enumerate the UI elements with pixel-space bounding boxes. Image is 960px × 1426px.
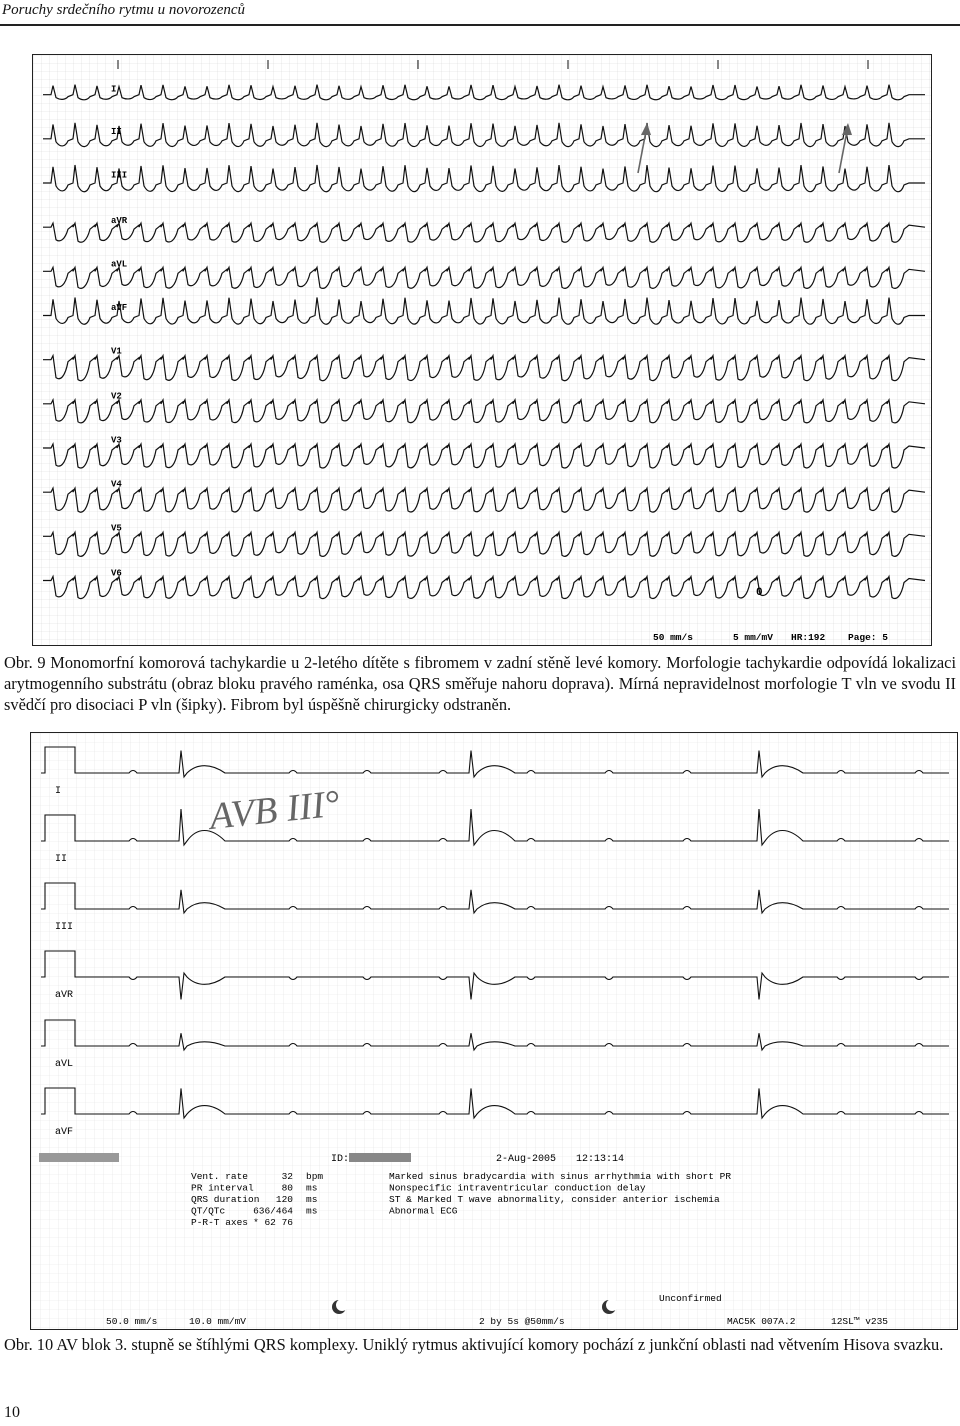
- lead-label-i: I: [111, 84, 117, 95]
- measure-label: PR interval: [191, 1182, 254, 1194]
- interpretation-line: ST & Marked T wave abnormality, consider anterior ischemia: [389, 1194, 720, 1205]
- lead-label-avf: aVF: [55, 1127, 74, 1138]
- footer-config: 12SL™ v235: [831, 1316, 889, 1327]
- ecg-tachycardia-chart: [33, 55, 931, 645]
- lead-label-avf: aVF: [111, 303, 128, 314]
- footer-speed: 50.0 mm/s: [106, 1316, 158, 1327]
- measure-label: Vent. rate: [191, 1171, 249, 1182]
- page-number: 10: [4, 1404, 20, 1421]
- footer-gain: 10.0 mm/mV: [189, 1316, 247, 1327]
- measure-value: 120: [275, 1194, 293, 1205]
- interpretation-line: Abnormal ECG: [389, 1205, 458, 1217]
- lead-label-v4: V4: [111, 479, 122, 490]
- ecg-av-block-chart: [31, 733, 957, 1329]
- footer-gain: 5 mm/mV: [733, 632, 773, 643]
- measure-value: 636/464: [253, 1205, 293, 1217]
- lead-label-v2: V2: [111, 391, 122, 402]
- footer-hr: HR:192: [791, 632, 826, 643]
- lead-label-ii: II: [55, 854, 68, 865]
- footer-speed: 50 mm/s: [653, 632, 693, 643]
- ecg-figure-9: [32, 54, 932, 646]
- measure-unit: ms: [306, 1182, 318, 1194]
- lead-label-v1: V1: [111, 346, 122, 357]
- interpretation-line: Nonspecific intraventricular conduction delay: [389, 1182, 646, 1194]
- measure-label: P-R-T axes: [191, 1217, 249, 1228]
- lead-label-iii: III: [55, 922, 74, 933]
- record-time: 12:13:14: [576, 1154, 625, 1165]
- handwritten-annotation: AVB III°: [207, 782, 342, 838]
- record-date: 2-Aug-2005: [496, 1154, 557, 1165]
- lead-label-ii: II: [111, 127, 122, 138]
- lead-label-v6: V6: [111, 568, 122, 579]
- lead-label-avl: aVL: [55, 1059, 74, 1070]
- redacted-name: [39, 1153, 119, 1162]
- measure-label: QRS duration: [191, 1194, 260, 1205]
- lead-label-avl: aVL: [111, 259, 128, 270]
- marker-label: 0: [756, 587, 763, 599]
- running-header: Poruchy srdečního rytmu u novorozenců: [2, 2, 246, 18]
- id-label: ID:: [331, 1154, 350, 1165]
- measure-label: QT/QTc: [191, 1205, 226, 1217]
- measure-value: * 62 76: [253, 1217, 293, 1228]
- lead-label-iii: III: [111, 170, 128, 181]
- lead-label-v3: V3: [111, 435, 122, 446]
- ecg-figure-10: [30, 732, 958, 1330]
- measure-value: 80: [281, 1182, 293, 1194]
- figure-9-caption: Obr. 9 Monomorfní komorová tachykardie u 2-letého dítěte s fibromem v zadní stěně levé komory. Morfologie tachykardie odpovídá lokalizaci arytmogenního substrátu (obraz bloku pravého raménka, osa QRS směřuje nahoru doprava). Mírná nepravidelnost morfologie T vln ve svodu II svědčí pro disociaci P vln (šipky). Fibrom byl úspěšně chirurgicky odstraněn.: [4, 653, 956, 714]
- lead-label-v5: V5: [111, 523, 122, 534]
- footer-format: 2 by 5s @50mm/s: [479, 1316, 565, 1327]
- measure-unit: ms: [306, 1205, 318, 1217]
- redacted-id: [349, 1153, 411, 1162]
- footer-device: MAC5K 007A.2: [727, 1316, 796, 1327]
- measure-unit: bpm: [306, 1171, 324, 1182]
- interpretation-line: Marked sinus bradycardia with sinus arrhythmia with short PR: [389, 1171, 732, 1182]
- measure-value: 32: [281, 1171, 293, 1182]
- figure-10-caption: Obr. 10 AV blok 3. stupně se štíhlými QRS komplexy. Uniklý rytmus aktivující komory pochází z junkční oblasti nad větvením Hisova svazku.: [4, 1335, 944, 1354]
- lead-label-avr: aVR: [111, 215, 128, 226]
- lead-label-i: I: [55, 786, 62, 797]
- lead-label-avr: aVR: [55, 990, 74, 1001]
- unconfirmed-label: Unconfirmed: [659, 1293, 722, 1304]
- measure-unit: ms: [306, 1194, 318, 1205]
- footer-page: Page: 5: [848, 632, 888, 643]
- header-rule: [0, 24, 960, 26]
